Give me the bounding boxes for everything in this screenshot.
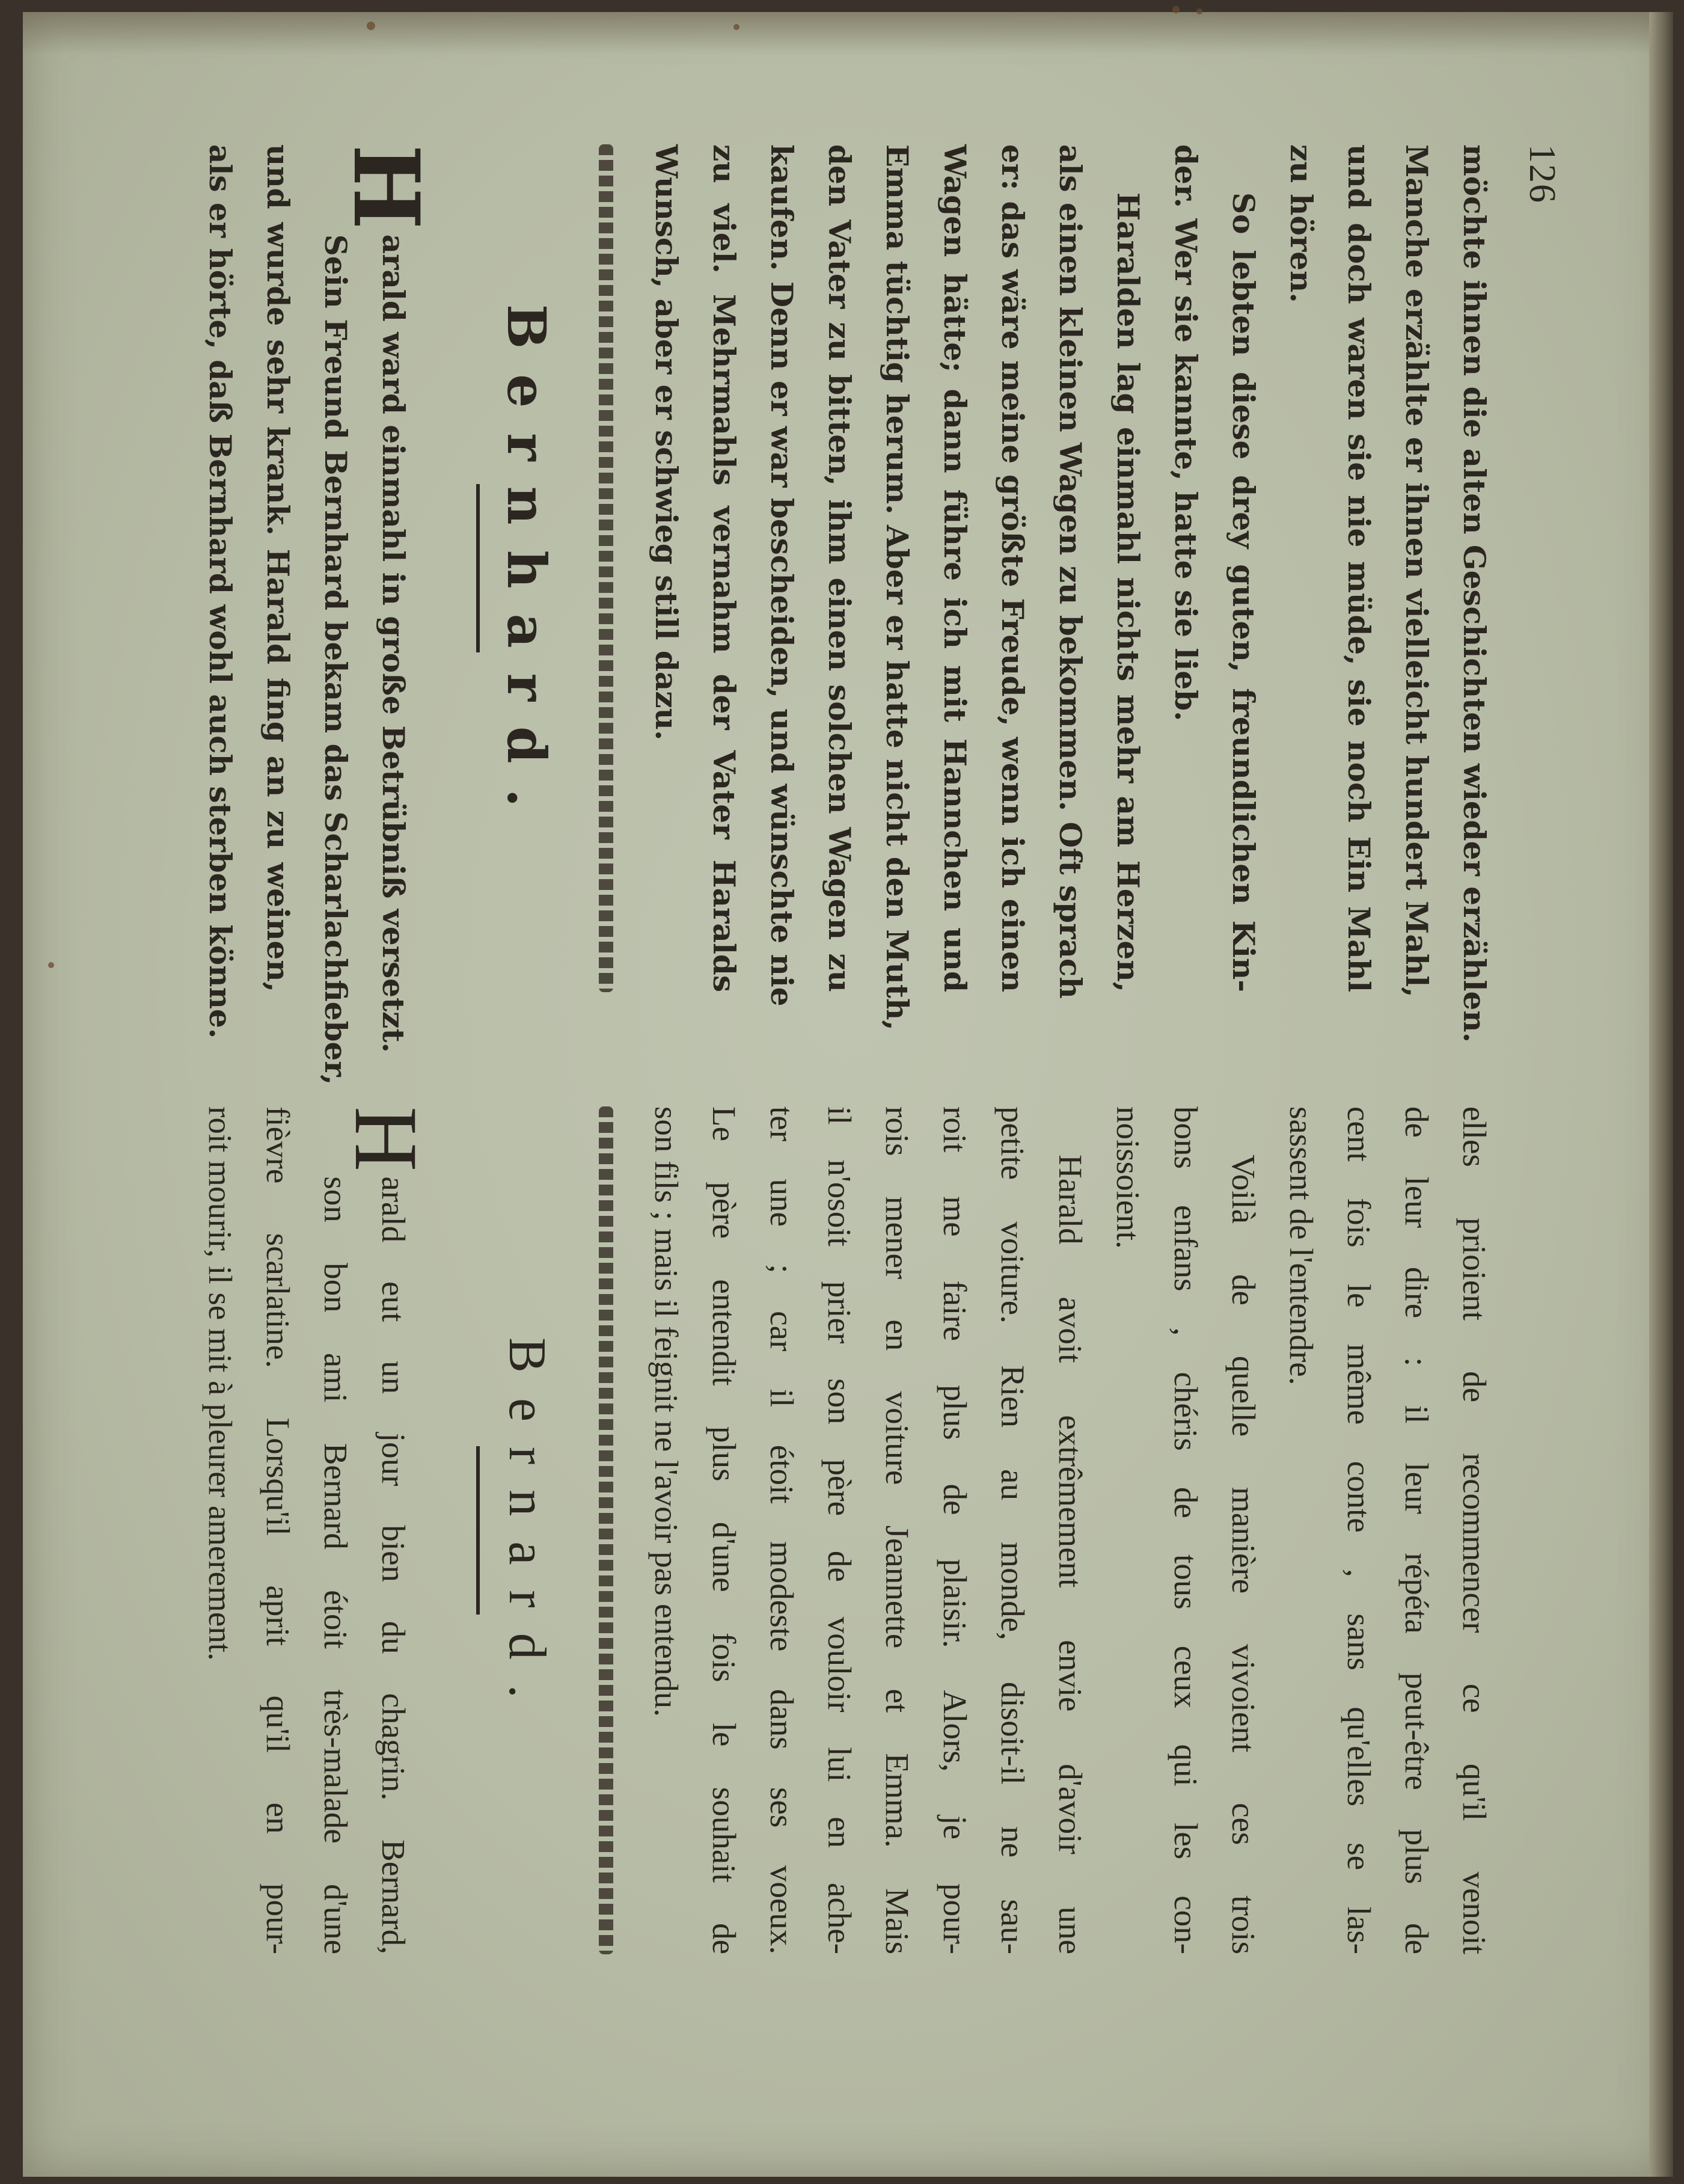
text-line: bons enfans , chéris de tous ceux qui les con-: [1168, 1106, 1204, 1954]
text-line: Wagen hätte; dann führe ich mit Hannchen und: [937, 144, 973, 992]
text-line: ter une ; car il étoit modeste dans ses voeux.: [764, 1106, 800, 1954]
text-line: petite voiture. Rien au monde, disoit-il ne sau-: [994, 1106, 1031, 1954]
text-line: Sein Freund Bernhard bekam das Scharlachfieber,: [318, 234, 354, 1085]
heading-rule: [476, 1446, 480, 1615]
text-line: zu viel. Mehrmahls vernahm der Vater Haralds: [706, 144, 742, 992]
text-line: Manche erzählte er ihnen vielleicht hundert Mahl,: [1399, 144, 1434, 998]
text-line: den Vater zu bitten, ihm einen solchen Wagen zu: [822, 144, 857, 992]
text-line: rois mener en voiture Jeannette et Emma. Mais: [879, 1106, 916, 1954]
drop-capital: H: [333, 144, 439, 230]
text-line: [336, 1106, 436, 1954]
text-line: roit mourir, il se mit à pleurer amerement.: [202, 1106, 239, 1661]
page-number: 126: [1522, 144, 1563, 204]
text-line: So lebten diese drey guten, freundlichen Kin-: [1226, 192, 1261, 992]
text-line: als einen kleinen Wagen zu bekommen. Oft sprach: [1053, 144, 1088, 999]
text-line-first: arald eut un jour bien du chagrin. Bernard,: [375, 1176, 412, 1954]
text-line: zu hören.: [1284, 144, 1319, 303]
text-line: kaufen. Denn er war bescheiden, und wünschte nie: [764, 144, 800, 1007]
text-line: Haralden lag einmahl nichts mehr am Herzen,: [1110, 192, 1146, 992]
ink-spot: [733, 24, 739, 30]
text-line-first: arald ward einmahl in große Betrübniß versetzt.: [376, 234, 411, 1053]
ink-spot: [1172, 6, 1180, 13]
text-line: il n'osoit prier son père de vouloir lui en ache-: [821, 1106, 858, 1954]
chapter-heading: Bernhard.: [495, 304, 558, 833]
ornamental-divider: [599, 144, 613, 992]
text-line: noissoient.: [1110, 1106, 1147, 1249]
rotated-text-page: [202, 144, 1575, 2069]
text-line: er: das wäre meine größte Freude, wenn ich einen: [995, 144, 1030, 992]
text-line: als er hörte, daß Bernhard wohl auch sterben könne.: [203, 144, 238, 1039]
text-line: und doch waren sie nie müde, sie noch Ein Mahl: [1341, 144, 1377, 992]
ornamental-divider: [599, 1106, 613, 1954]
text-line: roit me faire plus de plaisir. Alors, je pour-: [937, 1106, 973, 1954]
heading-rule: [476, 484, 480, 652]
text-line: sassent de l'entendre.: [1283, 1106, 1320, 1385]
text-line: möchte ihnen die alten Geschichten wieder erzählen.: [1457, 144, 1492, 1043]
text-line: Harald avoit extrêmement envie d'avoir une: [1052, 1155, 1089, 1954]
text-line: de leur dire : il leur répéta peut-être plus de: [1398, 1106, 1435, 1954]
text-line: der. Wer sie kannte, hatte sie lieb.: [1168, 144, 1204, 722]
text-line: und wurde sehr krank. Harald fing an zu weinen,: [260, 144, 296, 992]
drop-capital: H: [336, 1106, 436, 1172]
ink-spot: [367, 22, 375, 30]
text-line: fièvre scarlatine. Lorsqu'il aprit qu'il en pour-: [260, 1106, 296, 1954]
ink-spot: [48, 962, 54, 968]
text-line: cent fois le même conte , sans qu'elles se las-: [1341, 1106, 1377, 1954]
chapter-heading: Bernard.: [498, 1337, 556, 1723]
text-line: Wunsch, aber er schwieg still dazu.: [649, 144, 684, 741]
text-line: Le père entendit plus d'une fois le souhait de: [706, 1106, 742, 1954]
text-line: elles prioient de recommencer ce qu'il venoit: [1456, 1106, 1493, 1954]
text-line: Voilà de quelle manière vivoient ces trois: [1225, 1155, 1262, 1954]
page-top-edge: [23, 12, 1670, 54]
german-column: [191, 144, 1503, 1085]
ink-spot: [1196, 8, 1202, 14]
text-line: son bon ami Bernard étoit très-malade d'une: [317, 1176, 354, 1954]
text-line: son fils ; mais il feignit ne l'avoir pas entendu.: [648, 1106, 685, 1717]
book-binding: [1649, 12, 1673, 2177]
french-column: [191, 1106, 1503, 1954]
text-line: Emma tüchtig herum. Aber er hatte nicht den Muth,: [880, 144, 915, 1031]
